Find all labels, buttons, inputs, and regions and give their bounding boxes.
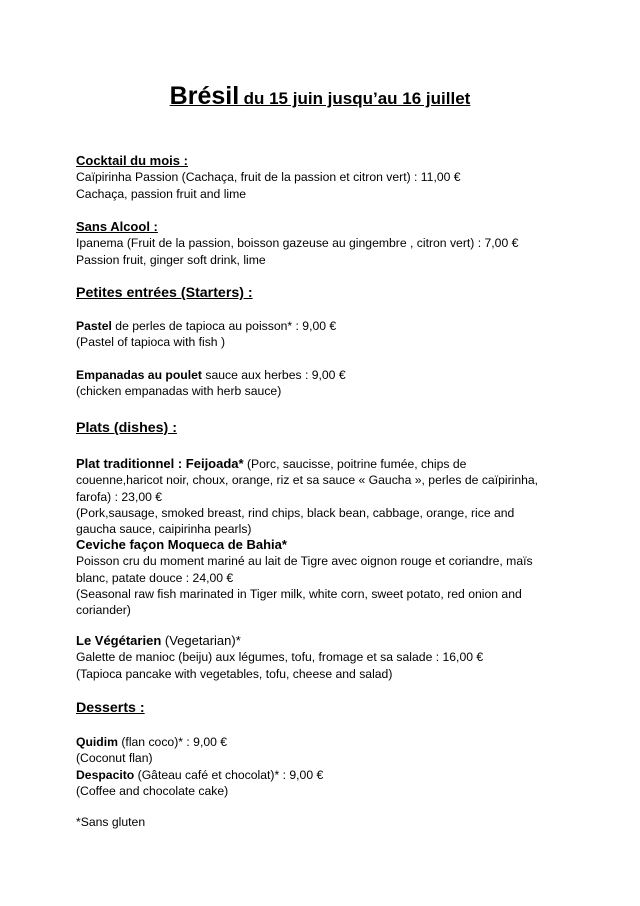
vegetarien-translation: (Tapioca pancake with vegetables, tofu, cheese and salad) [76,666,393,681]
vegetarien-suffix: (Vegetarian)* [161,633,241,648]
title-dates: du 15 juin jusqu’au 16 juillet [243,89,471,108]
ceviche-translation: (Seasonal raw fish marinated in Tiger milk, white corn, sweet potato, red onion and coriander) [76,586,522,618]
sans-alcool-heading: Sans Alcool : [76,219,158,234]
empanadas-name: Empanadas au poulet [76,368,202,382]
starter-empanadas [76,367,576,400]
title-country: Brésil [169,82,240,110]
desserts-section [76,700,576,716]
feijoada-name: Plat traditionnel : Feijoada* [76,456,244,471]
dishes-section [76,420,576,436]
cocktail-translation: Cachaça, passion fruit and lime [76,186,247,201]
cocktail-section [76,153,576,202]
starters-heading: Petites entrées (Starters) : [76,285,253,301]
cocktail-heading: Cocktail du mois : [76,153,188,168]
pastel-desc: de perles de tapioca au poisson* : 9,00 € [111,319,337,333]
sans-alcool-section [76,219,576,268]
pastel-translation: (Pastel of tapioca with fish ) [76,335,226,350]
dish-feijoada [76,456,554,537]
dish-ceviche [76,537,566,618]
cocktail-item: Caïpirinha Passion (Cachaça, fruit de la passion et citron vert) : 11,00 € [76,170,461,185]
despacito-desc: (Gâteau café et chocolat)* : 9,00 € [134,767,324,782]
ceviche-desc: Poisson cru du moment mariné au lait de Tigre avec oignon rouge et coriandre, maïs blanc, patate douce : 24,00 € [76,554,533,585]
sans-alcool-item: Ipanema (Fruit de la passion, boisson gazeuse au gingembre , citron vert) : 7,00 € [76,236,519,251]
despacito-name: Despacito [76,767,135,782]
desserts-heading: Desserts : [76,700,145,716]
sans-alcool-translation: Passion fruit, ginger soft drink, lime [76,252,266,267]
page-title [0,82,640,111]
starter-pastel [76,318,576,351]
feijoada-translation: (Pork,sausage, smoked breast, rind chips, black bean, cabbage, orange, rice and gaucha sauce, caipirinha pearls) [76,505,515,537]
vegetarien-desc: Galette de manioc (beiju) aux légumes, tofu, fromage et sa salade : 16,00 € [76,650,484,665]
despacito-translation: (Coffee and chocolate cake) [76,783,229,798]
dish-vegetarien [76,633,576,682]
quidim-desc: (flan coco)* : 9,00 € [117,735,228,749]
vegetarien-name: Le Végétarien [76,633,162,648]
starters-section [76,285,576,301]
feijoada-desc: (Porc, saucisse, poitrine fumée, chips de couenne,haricot noir, choux, orange, riz et sa sauce « Gaucha », perles de caïpirinha, farofa) : 23,00 € [76,457,539,504]
pastel-name: Pastel [76,319,112,333]
footnote [76,814,576,830]
quidim-translation: (Coconut flan) [76,751,153,766]
empanadas-translation: (chicken empanadas with herb sauce) [76,384,282,399]
dishes-heading: Plats (dishes) : [76,420,177,436]
empanadas-desc: sauce aux herbes : 9,00 € [201,368,346,382]
gluten-free-note: *Sans gluten [76,815,146,829]
ceviche-name: Ceviche façon Moqueca de Bahia* [76,537,287,552]
quidim-name: Quidim [76,735,118,749]
desserts-list [76,734,576,799]
